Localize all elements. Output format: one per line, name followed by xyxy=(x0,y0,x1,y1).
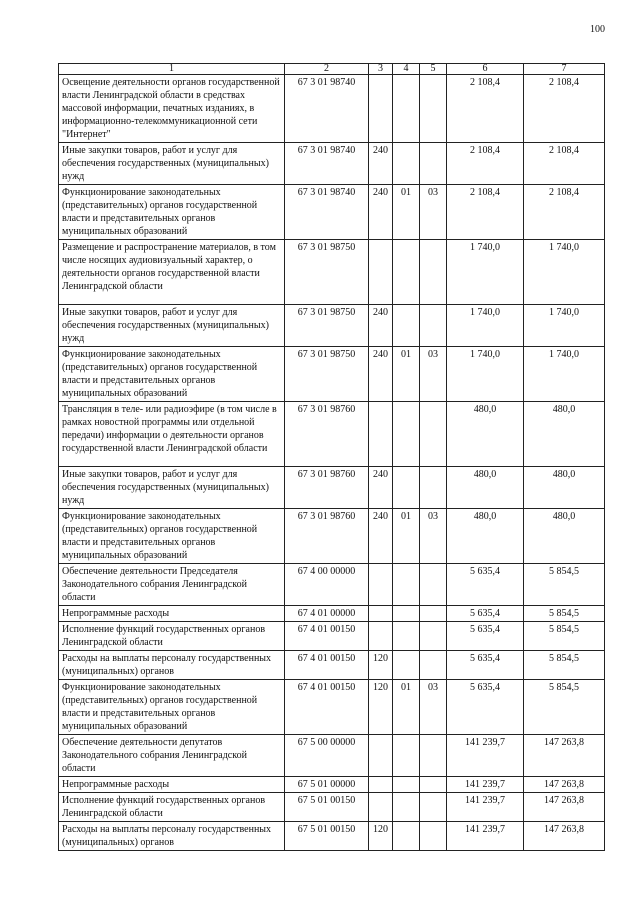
amount-year-2: 147 263,8 xyxy=(524,735,605,777)
expense-type-code xyxy=(369,402,393,467)
target-article-code: 67 4 01 00000 xyxy=(285,606,369,622)
section-code xyxy=(393,793,420,822)
amount-year-2: 480,0 xyxy=(524,402,605,467)
table-row xyxy=(59,143,605,185)
expense-type-code: 240 xyxy=(369,185,393,240)
subsection-code xyxy=(420,606,447,622)
target-article-code: 67 3 01 98750 xyxy=(285,240,369,305)
section-code: 01 xyxy=(393,347,420,402)
amount-year-1: 1 740,0 xyxy=(447,305,524,347)
amount-year-1: 141 239,7 xyxy=(447,822,524,851)
column-number: 5 xyxy=(420,64,447,75)
target-article-code: 67 5 00 00000 xyxy=(285,735,369,777)
column-number-row xyxy=(59,64,605,75)
column-number: 2 xyxy=(285,64,369,75)
target-article-code: 67 4 01 00150 xyxy=(285,622,369,651)
amount-year-1: 5 635,4 xyxy=(447,651,524,680)
column-number: 4 xyxy=(393,64,420,75)
amount-year-1: 141 239,7 xyxy=(447,735,524,777)
target-article-code: 67 3 01 98740 xyxy=(285,143,369,185)
subsection-code xyxy=(420,622,447,651)
target-article-code: 67 3 01 98760 xyxy=(285,509,369,564)
row-name: Непрограммные расходы xyxy=(59,777,285,793)
table-row xyxy=(59,240,605,305)
amount-year-2: 5 854,5 xyxy=(524,651,605,680)
amount-year-2: 147 263,8 xyxy=(524,822,605,851)
target-article-code: 67 3 01 98750 xyxy=(285,305,369,347)
amount-year-2: 1 740,0 xyxy=(524,347,605,402)
expense-type-code: 120 xyxy=(369,822,393,851)
subsection-code xyxy=(420,143,447,185)
row-name: Исполнение функций государственных органов Ленинградской области xyxy=(59,622,285,651)
column-number: 1 xyxy=(59,64,285,75)
row-name: Обеспечение деятельности Председателя Законодательного собрания Ленинградской области xyxy=(59,564,285,606)
subsection-code: 03 xyxy=(420,509,447,564)
amount-year-2: 480,0 xyxy=(524,509,605,564)
expense-type-code: 240 xyxy=(369,509,393,564)
section-code xyxy=(393,143,420,185)
row-name: Обеспечение деятельности депутатов Законодательного собрания Ленинградской области xyxy=(59,735,285,777)
row-name: Функционирование законодательных (представительных) органов государственной власти и представительных органов муниципальных образований xyxy=(59,185,285,240)
row-name: Размещение и распространение материалов, в том числе носящих аудиовизуальный характер, о деятельности органов государственной власти Ленинградской области xyxy=(59,240,285,305)
table-row xyxy=(59,185,605,240)
table-row xyxy=(59,651,605,680)
amount-year-1: 5 635,4 xyxy=(447,606,524,622)
target-article-code: 67 5 01 00150 xyxy=(285,793,369,822)
amount-year-2: 5 854,5 xyxy=(524,606,605,622)
amount-year-1: 5 635,4 xyxy=(447,622,524,651)
expense-type-code xyxy=(369,240,393,305)
amount-year-1: 1 740,0 xyxy=(447,347,524,402)
table-row xyxy=(59,777,605,793)
row-name: Функционирование законодательных (представительных) органов государственной власти и представительных органов муниципальных образований xyxy=(59,509,285,564)
column-number: 3 xyxy=(369,64,393,75)
amount-year-2: 147 263,8 xyxy=(524,777,605,793)
amount-year-1: 2 108,4 xyxy=(447,185,524,240)
subsection-code xyxy=(420,822,447,851)
table-row xyxy=(59,305,605,347)
amount-year-1: 480,0 xyxy=(447,509,524,564)
section-code: 01 xyxy=(393,185,420,240)
amount-year-1: 1 740,0 xyxy=(447,240,524,305)
table-row xyxy=(59,735,605,777)
table-row xyxy=(59,347,605,402)
expense-type-code xyxy=(369,622,393,651)
expense-type-code: 120 xyxy=(369,651,393,680)
amount-year-2: 2 108,4 xyxy=(524,75,605,143)
subsection-code xyxy=(420,735,447,777)
subsection-code xyxy=(420,240,447,305)
expense-type-code xyxy=(369,777,393,793)
table-row xyxy=(59,793,605,822)
table-row xyxy=(59,509,605,564)
subsection-code xyxy=(420,467,447,509)
subsection-code xyxy=(420,402,447,467)
amount-year-2: 2 108,4 xyxy=(524,185,605,240)
row-name: Функционирование законодательных (представительных) органов государственной власти и представительных органов муниципальных образований xyxy=(59,680,285,735)
amount-year-1: 141 239,7 xyxy=(447,777,524,793)
expense-type-code xyxy=(369,606,393,622)
subsection-code xyxy=(420,305,447,347)
budget-table xyxy=(58,63,605,851)
section-code xyxy=(393,651,420,680)
target-article-code: 67 3 01 98760 xyxy=(285,402,369,467)
subsection-code xyxy=(420,75,447,143)
expense-type-code xyxy=(369,793,393,822)
subsection-code xyxy=(420,777,447,793)
section-code xyxy=(393,735,420,777)
expense-type-code: 240 xyxy=(369,143,393,185)
section-code: 01 xyxy=(393,509,420,564)
column-number: 6 xyxy=(447,64,524,75)
target-article-code: 67 4 01 00150 xyxy=(285,651,369,680)
amount-year-2: 5 854,5 xyxy=(524,622,605,651)
target-article-code: 67 5 01 00000 xyxy=(285,777,369,793)
section-code xyxy=(393,402,420,467)
amount-year-2: 5 854,5 xyxy=(524,680,605,735)
section-code xyxy=(393,622,420,651)
table-row xyxy=(59,75,605,143)
section-code xyxy=(393,822,420,851)
section-code xyxy=(393,467,420,509)
page-number: 100 xyxy=(590,24,605,35)
section-code xyxy=(393,240,420,305)
target-article-code: 67 3 01 98760 xyxy=(285,467,369,509)
subsection-code xyxy=(420,564,447,606)
amount-year-2: 1 740,0 xyxy=(524,240,605,305)
row-name: Освещение деятельности органов государственной власти Ленинградской области в средствах массовой информации, печатных изданиях, в информационно-телекоммуникационной сети "Интернет" xyxy=(59,75,285,143)
target-article-code: 67 5 01 00150 xyxy=(285,822,369,851)
table-row xyxy=(59,564,605,606)
expense-type-code xyxy=(369,564,393,606)
expense-type-code: 240 xyxy=(369,467,393,509)
amount-year-1: 5 635,4 xyxy=(447,564,524,606)
amount-year-2: 480,0 xyxy=(524,467,605,509)
subsection-code xyxy=(420,651,447,680)
row-name: Расходы на выплаты персоналу государственных (муниципальных) органов xyxy=(59,651,285,680)
target-article-code: 67 4 01 00150 xyxy=(285,680,369,735)
section-code xyxy=(393,305,420,347)
target-article-code: 67 3 01 98750 xyxy=(285,347,369,402)
expense-type-code xyxy=(369,735,393,777)
subsection-code: 03 xyxy=(420,680,447,735)
amount-year-2: 1 740,0 xyxy=(524,305,605,347)
expense-type-code: 120 xyxy=(369,680,393,735)
table-row xyxy=(59,402,605,467)
expense-type-code: 240 xyxy=(369,347,393,402)
row-name: Расходы на выплаты персоналу государственных (муниципальных) органов xyxy=(59,822,285,851)
subsection-code: 03 xyxy=(420,347,447,402)
row-name: Иные закупки товаров, работ и услуг для обеспечения государственных (муниципальных) нужд xyxy=(59,143,285,185)
amount-year-1: 480,0 xyxy=(447,402,524,467)
amount-year-1: 5 635,4 xyxy=(447,680,524,735)
amount-year-2: 5 854,5 xyxy=(524,564,605,606)
table-row xyxy=(59,467,605,509)
section-code xyxy=(393,606,420,622)
amount-year-2: 147 263,8 xyxy=(524,793,605,822)
expense-type-code xyxy=(369,75,393,143)
subsection-code: 03 xyxy=(420,185,447,240)
amount-year-1: 480,0 xyxy=(447,467,524,509)
table-row xyxy=(59,606,605,622)
table-row xyxy=(59,622,605,651)
column-number: 7 xyxy=(524,64,605,75)
section-code: 01 xyxy=(393,680,420,735)
row-name: Иные закупки товаров, работ и услуг для обеспечения государственных (муниципальных) нужд xyxy=(59,467,285,509)
amount-year-2: 2 108,4 xyxy=(524,143,605,185)
target-article-code: 67 4 00 00000 xyxy=(285,564,369,606)
amount-year-1: 2 108,4 xyxy=(447,143,524,185)
amount-year-1: 141 239,7 xyxy=(447,793,524,822)
section-code xyxy=(393,564,420,606)
subsection-code xyxy=(420,793,447,822)
amount-year-1: 2 108,4 xyxy=(447,75,524,143)
expense-type-code: 240 xyxy=(369,305,393,347)
row-name: Функционирование законодательных (представительных) органов государственной власти и представительных органов муниципальных образований xyxy=(59,347,285,402)
row-name: Непрограммные расходы xyxy=(59,606,285,622)
row-name: Иные закупки товаров, работ и услуг для обеспечения государственных (муниципальных) нужд xyxy=(59,305,285,347)
row-name: Исполнение функций государственных органов Ленинградской области xyxy=(59,793,285,822)
target-article-code: 67 3 01 98740 xyxy=(285,75,369,143)
table-row xyxy=(59,822,605,851)
section-code xyxy=(393,75,420,143)
table-row xyxy=(59,680,605,735)
row-name: Трансляция в теле- или радиоэфире (в том числе в рамках новостной программы или отдельной передачи) информации о деятельности органов государственной власти Ленинградской области xyxy=(59,402,285,467)
target-article-code: 67 3 01 98740 xyxy=(285,185,369,240)
section-code xyxy=(393,777,420,793)
